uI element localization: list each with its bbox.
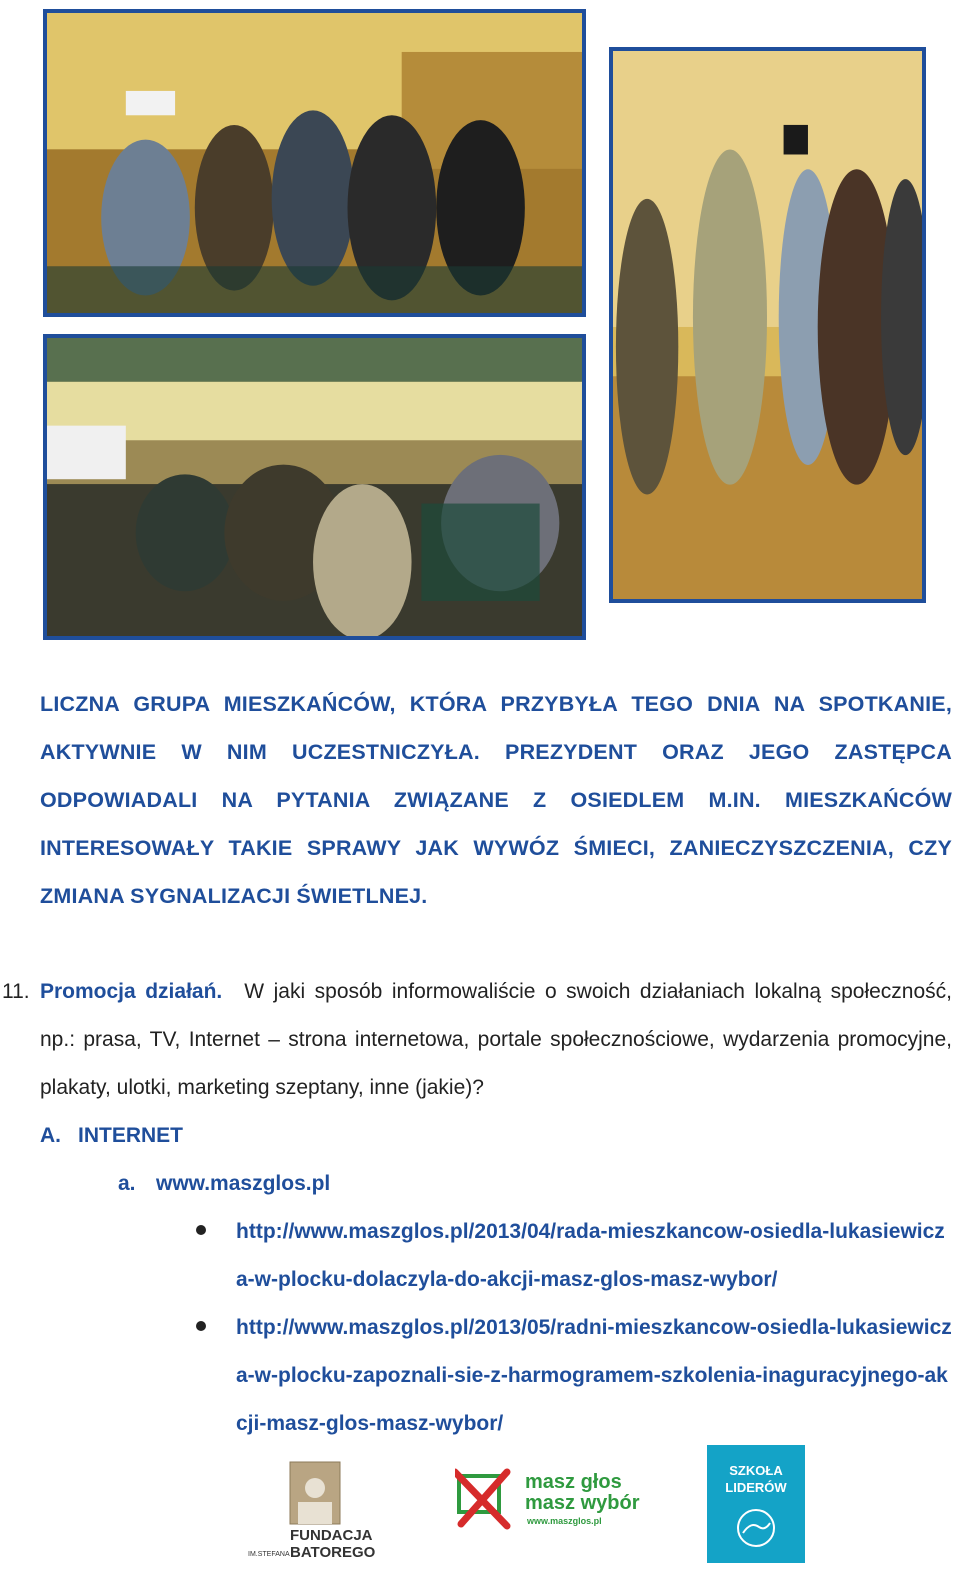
- bullet-icon: [196, 1321, 206, 1331]
- list-item: [196, 1304, 956, 1448]
- section-paragraph: [40, 968, 952, 1112]
- website-link[interactable]: www.maszglos.pl: [156, 1172, 331, 1195]
- photo-caption: LICZNA GRUPA MIESZKAŃCÓW, KTÓRA PRZYBYŁA TEGO DNIA NA SPOTKANIE, AKTYWNIE W NIM UCZESTNICZYŁA. PREZYDENT ORAZ JEGO ZASTĘPCA ODPOWIADALI NA PYTANIA ZWIĄZANE Z OSIEDLEM M.IN. MIESZKAŃCÓW INTERESOWAŁY TAKIE SPRAWY JAK WYWÓZ ŚMIECI, ZANIECZYSZCZENIA, CZY ZMIANA SYGNALIZACJI ŚWIETLNEJ.: [40, 692, 952, 908]
- list-marker: A.: [40, 1124, 61, 1147]
- photo-standing-group: [609, 47, 926, 603]
- list-item: [196, 1208, 956, 1304]
- list-marker: a.: [118, 1172, 136, 1195]
- photo-audience-front: [43, 9, 586, 317]
- logo-fundacja-batorego: [246, 1460, 380, 1560]
- logo-line2: masz wybór: [525, 1492, 640, 1514]
- bullet-icon: [196, 1225, 206, 1235]
- logo-masz-glos: [455, 1466, 645, 1530]
- section-promotion: [0, 968, 952, 1112]
- article-link[interactable]: http://www.maszglos.pl/2013/05/radni-mieszkancow-osiedla-lukasiewicza-w-plocku-zapoznali-sie-z-harmogramem-szkolenia-inaguracyjnego-akcji-masz-glos-masz-wybor/: [236, 1316, 952, 1435]
- section-question: W jaki sposób informowaliście o swoich działaniach lokalną społeczność, np.: prasa, TV, Internet – strona internetowa, portale społecznościowe, wydarzenia promocyjne, plakaty, ulotki, marketing szeptany, inne (jakie)?: [40, 980, 952, 1099]
- list-label: INTERNET: [78, 1124, 183, 1147]
- list-item-website: [118, 1160, 330, 1208]
- section-number: 11.: [2, 980, 30, 1003]
- logo-line2: LIDERÓW: [725, 1480, 787, 1495]
- logo-szkola-liderow: [707, 1445, 805, 1563]
- section-title: Promocja działań.: [40, 980, 223, 1003]
- logo-small: IM.STEFANA: [248, 1551, 290, 1558]
- link-list: [196, 1208, 956, 1448]
- logo-line1: SZKOŁA: [729, 1463, 783, 1478]
- list-item-internet: [40, 1112, 183, 1160]
- article-link[interactable]: http://www.maszglos.pl/2013/04/rada-mieszkancow-osiedla-lukasiewicza-w-plocku-dolaczyla-do-akcji-masz-glos-masz-wybor/: [236, 1220, 945, 1291]
- hands-icon: [738, 1510, 774, 1546]
- logo-line2: BATOREGO: [290, 1544, 376, 1560]
- logo-url: www.maszglos.pl: [527, 1516, 602, 1526]
- logo-line1: FUNDACJA: [290, 1527, 373, 1544]
- photo-audience-wide: [43, 334, 586, 640]
- logo-line1: masz głos: [525, 1471, 622, 1493]
